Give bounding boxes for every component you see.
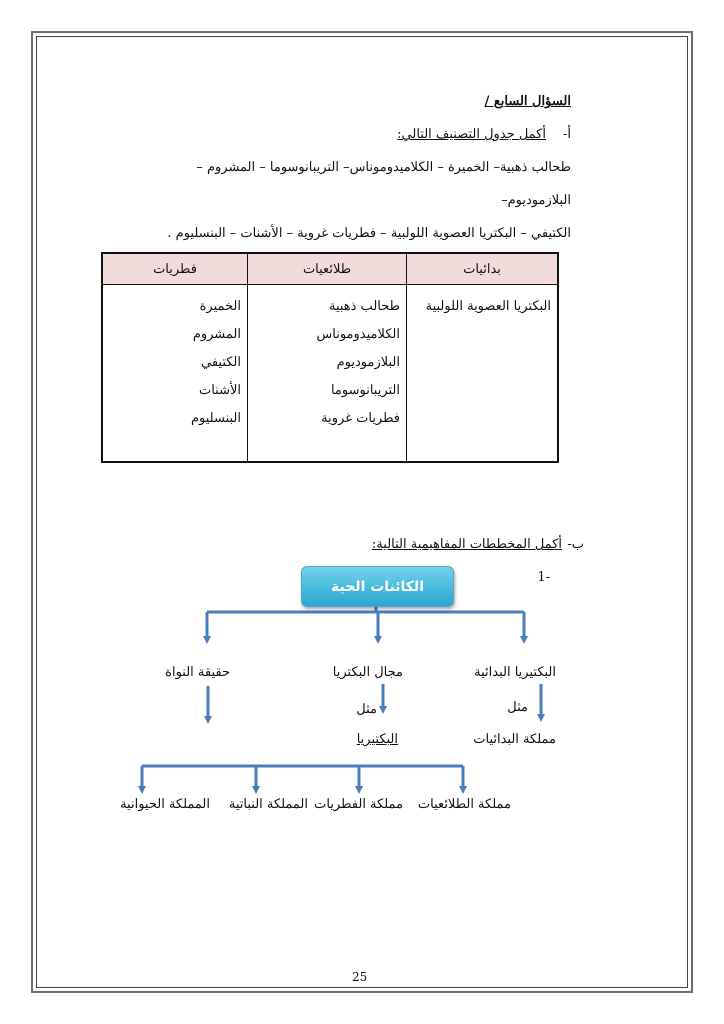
example-label-middle: مثل — [356, 702, 377, 717]
branch-bacteria-domain: مجال البكتريا — [332, 665, 403, 680]
table-cell: الكتيفي — [200, 355, 241, 370]
branch-primitive-bacteria: البكتيريا البدائية — [474, 665, 556, 680]
example-label-right: مثل — [507, 700, 528, 715]
table-cell: طحالب ذهبية — [328, 299, 400, 314]
header-prokaryotes: بدائيات — [407, 253, 559, 285]
header-protists: طلائعيات — [248, 253, 407, 285]
root-concept-box: الكائنات الحية — [301, 566, 454, 607]
kingdom-protists: مملكة الطلائعيات — [417, 797, 511, 812]
part-b-instruction: أكمل المخططات المفاهيمية التالية: — [371, 537, 562, 552]
word-bank-line-1: طحالب ذهبية– الخميرة – الكلاميدوموناس– التريبانوسوما – المشروم – — [196, 160, 571, 175]
page-number: 25 — [352, 970, 368, 984]
word-bank-line-3: الكتيفي – البكتريا العصوية اللولبية – فطريات غروية – الأشنات – البنسليوم . — [167, 226, 571, 241]
branch-eukaryotes: حقيقة النواة — [165, 665, 230, 680]
table-cell: الخميرة — [199, 299, 241, 314]
table-cell: البنسليوم — [190, 411, 241, 426]
item-number: 1- — [537, 570, 550, 585]
result-prokaryote-kingdom: مملكة البدائيات — [473, 732, 556, 747]
part-b-label: ب- — [567, 537, 584, 552]
table-cell: البكتريا العصوية اللولبية — [425, 299, 551, 314]
table-cell: المشروم — [192, 327, 241, 342]
kingdom-fungi: مملكة الفطريات — [314, 797, 403, 812]
part-a-label: أ- — [562, 127, 571, 142]
table-cell: الكلاميدوموناس — [316, 327, 400, 342]
result-bacteria: البكتيريا — [356, 732, 398, 747]
word-bank-line-2: البلازموديوم– — [501, 193, 571, 208]
kingdom-animals: المملكة الحيوانية — [120, 797, 210, 812]
table-cell: فطريات غروية — [321, 411, 400, 426]
table-cell: الأشنات — [198, 383, 241, 398]
question-title: السؤال السابع / — [484, 94, 571, 109]
kingdom-plants: المملكة النباتية — [228, 797, 308, 812]
header-fungi: فطريات — [102, 253, 248, 285]
part-a-instruction: أكمل جدول التصنيف التالي: — [397, 127, 546, 142]
table-cell: التريبانوسوما — [330, 383, 400, 398]
table-cell: البلازموديوم — [336, 355, 400, 370]
